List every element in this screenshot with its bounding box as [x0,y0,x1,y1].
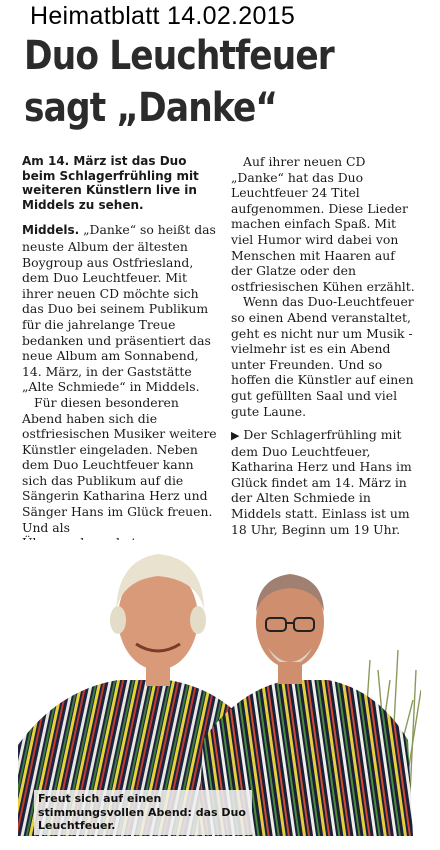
right-paragraph-1: Auf ihrer neuen CD „Danke“ hat das Duo Leuchtfeuer 24 Titel aufgenommen. Diese Lieder machen einfach Spaß. Mit viel Humor wird dabei von Menschen mit Haaren auf der Glatze oder den ostfriesischen Kühen erzählt. [231,154,415,294]
right-paragraph-2: Wenn das Duo-Leuchtfeuer so einen Abend veranstaltet, geht es nicht nur um Musik - vielmehr ist es ein Abend unter Freunden. Und so hoffen die Künstler auf einen gut gefüllten Saal und viel gute Laune. [231,294,414,419]
dateline: Middels. [22,223,80,238]
newspaper-header: Heimatblatt 14.02.2015 [30,2,296,30]
headline-line-1: Duo Leuchtfeuer [24,33,334,79]
left-paragraph-1 [22,222,222,395]
photo-caption: Freut sich auf einen stimmungsvollen Abend: das Duo Leuchtfeuer. [34,790,252,835]
event-info [231,427,415,537]
lead-text: Am 14. März ist das Duo beim Schlagerfrühling mit weiteren Künstlern live in Middels zu sehen. [22,154,199,212]
left-paragraph-1-body: „Danke“ so heißt das neuste Album der ältesten Boygroup aus Ostfriesland, dem Duo Leuchtfeuer. Mit ihrer neuen CD möchte sich das Duo bei seinem Publikum für die jahrelange Treue bedanken und präsentiert das neue Album am Sonnabend, 14. März, in der Gaststätte „Alte Schmiede“ in Middels. [22,222,216,395]
left-paragraph-2: Für diesen besonderen Abend haben sich die ostfriesischen Musiker weitere Künstler eingeladen. Neben dem Duo Leuchtfeuer kann sich das Publikum auf die Sängerin Katharina Herz und Sänger Hans im Glück freuen. Und als [22,394,217,535]
event-info-text: Der Schlagerfrühling mit dem Duo Leuchtfeuer, Katharina Herz und Hans im Glück findet am 14. März in der Alten Schmiede in Middels statt. Einlass ist um 18 Uhr, Beginn um 19 Uhr. [231,427,412,537]
headline-line-2: sagt „Danke“ [24,85,278,131]
triangle-bullet-icon: ▶ [231,429,240,443]
